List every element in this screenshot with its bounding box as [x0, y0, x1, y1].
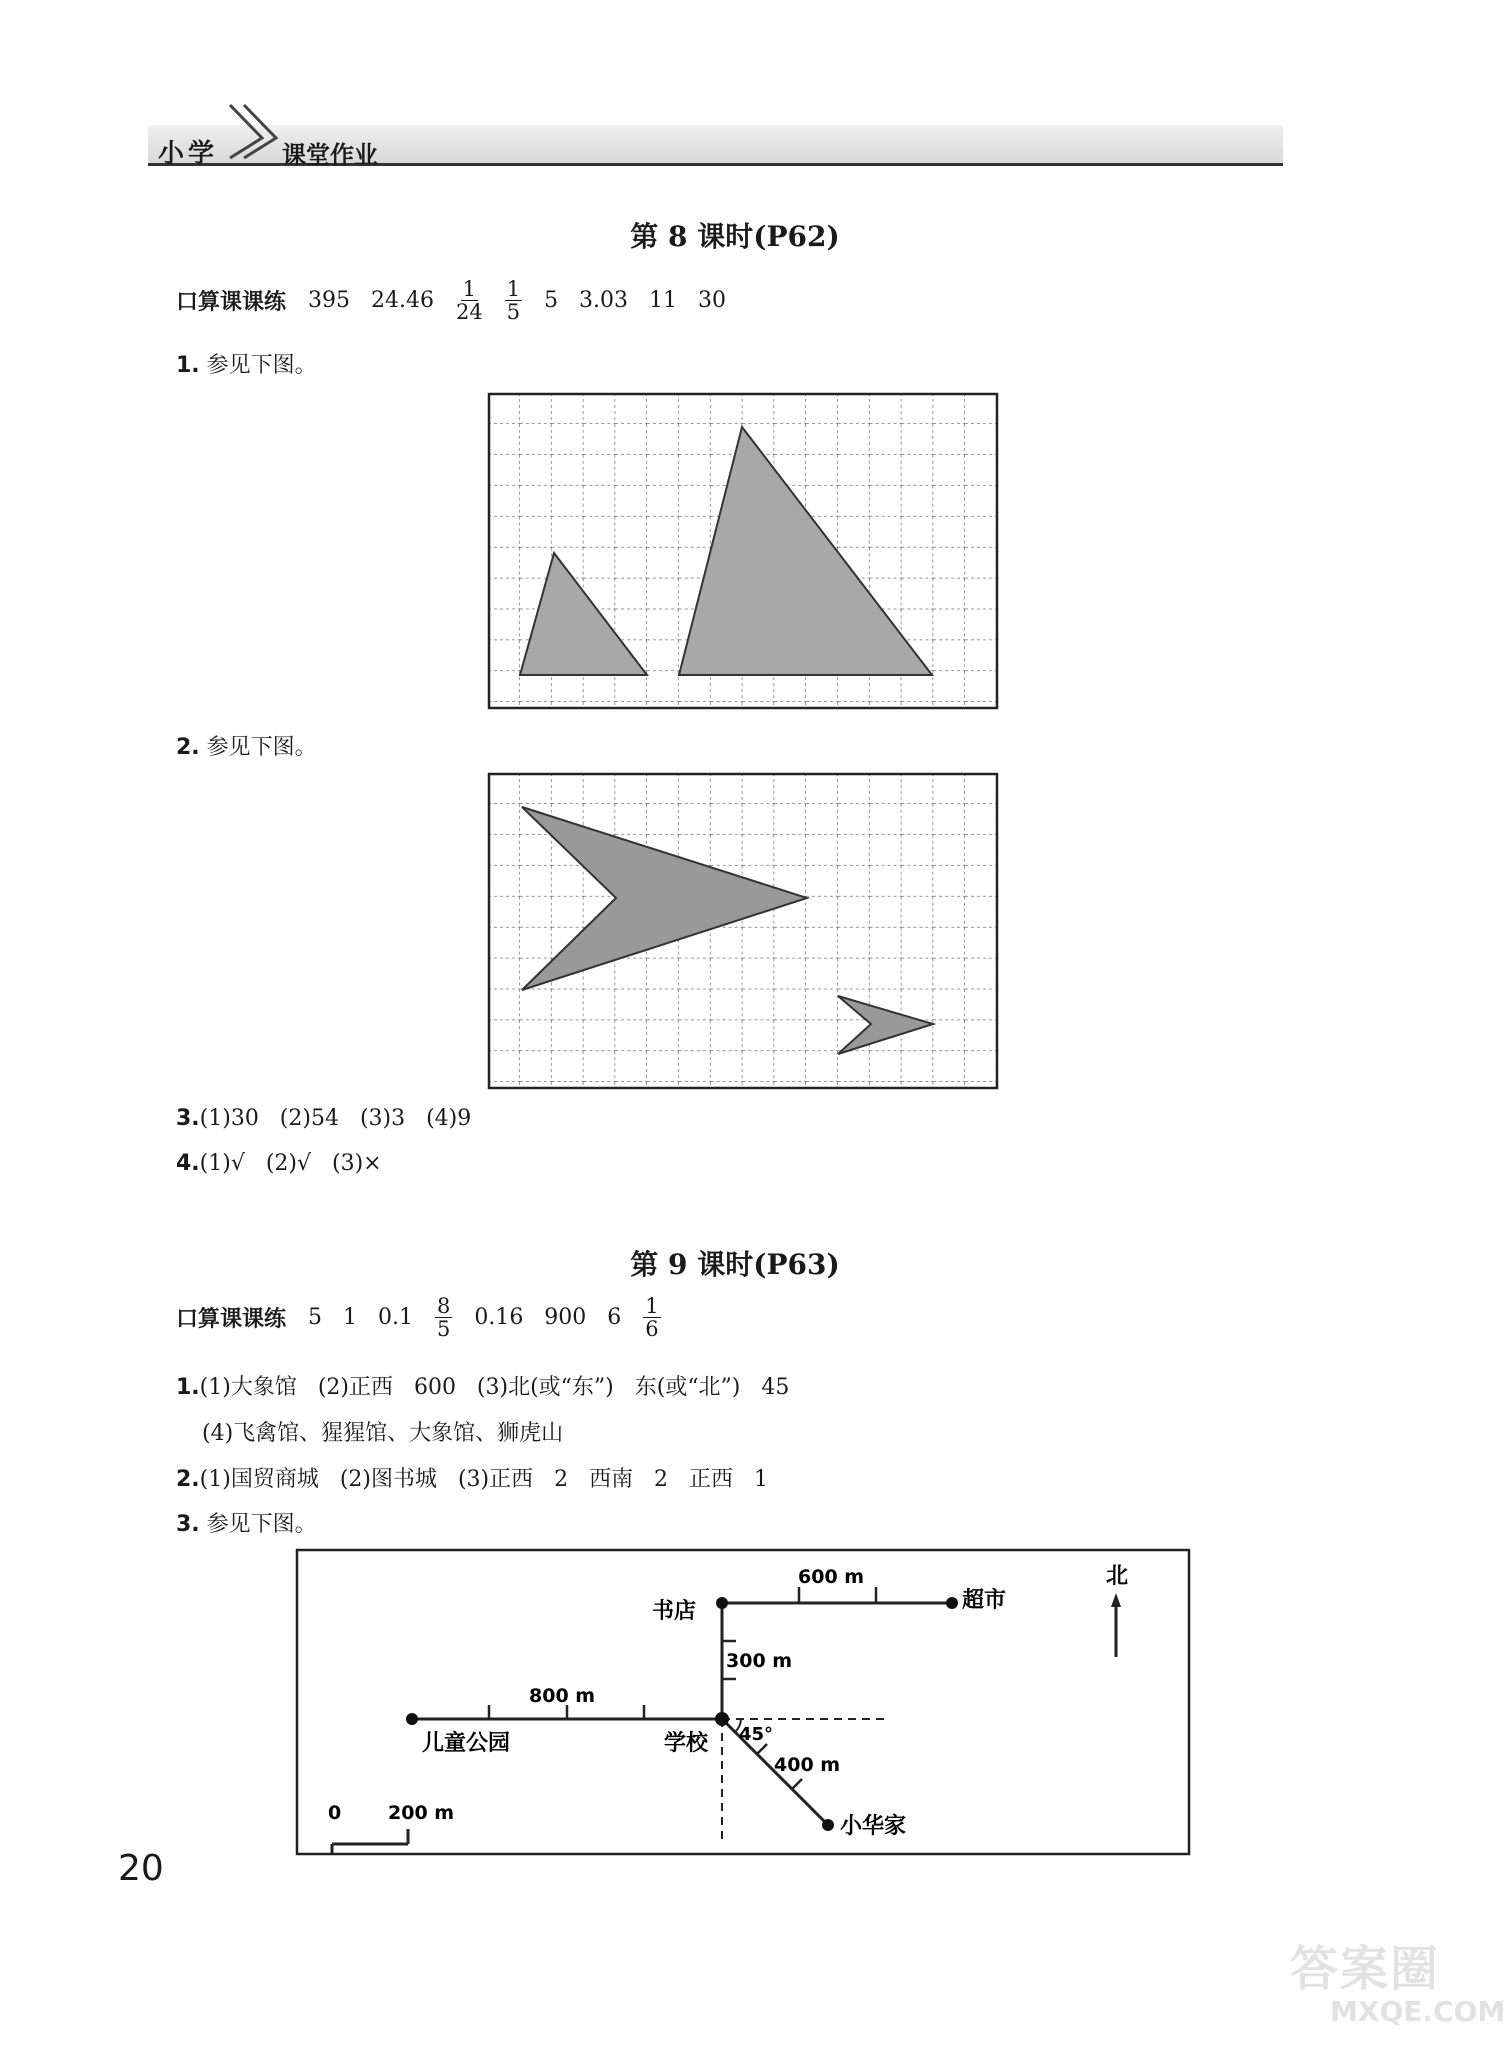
oral-label: 口算课课练 [176, 1307, 287, 1333]
lesson9-q2: 2.(1)国贸商城 (2)图书城 (3)正西 2 西南 2 正西 1 [176, 1467, 769, 1492]
lesson8-q1: 1. 参见下图。 [176, 353, 317, 378]
lesson9-oral-row [176, 1295, 661, 1340]
fraction-1-6: $\frac{1}{6}$ [645, 1294, 659, 1342]
fraction-8-5: $\frac{8}{5}$ [436, 1294, 451, 1342]
label-angle: 45° [739, 1724, 774, 1745]
label-north: 北 [1106, 1564, 1129, 1589]
fraction-1-24: $\frac{1}{24}$ [455, 277, 483, 325]
header-title: 课堂作业 [282, 141, 378, 169]
oral-values-a: 395 24.46 [308, 288, 434, 314]
label-400m: 400 m [774, 1754, 841, 1776]
route-map-figure [296, 1549, 1190, 1855]
page-number: 20 [118, 1848, 164, 1889]
grid-triangles-figure [488, 393, 998, 709]
label-bookstore: 书店 [652, 1599, 697, 1624]
label-800m: 800 m [529, 1685, 596, 1707]
oral-values-b: 0.16 900 6 [474, 1305, 622, 1331]
label-supermarket: 超市 [962, 1588, 1007, 1613]
label-home: 小华家 [840, 1814, 907, 1839]
watermark-url: MXQE.COM [1330, 1995, 1505, 2028]
lesson8-q3: 3.(1)30 (2)54 (3)3 (4)9 [176, 1106, 472, 1131]
watermark-logo: 答案圈 [1290, 1941, 1441, 1997]
lesson8-title: 第 8 课时(P62) [630, 220, 840, 253]
oral-label: 口算课课练 [176, 290, 287, 316]
label-scale-zero: 0 [328, 1802, 342, 1824]
lesson8-oral-row [176, 278, 726, 323]
fraction-1-5: $\frac{1}{5}$ [506, 277, 521, 325]
chevron-icon [222, 100, 282, 160]
label-park: 儿童公园 [422, 1731, 511, 1756]
lesson9-q1-line2: (4)飞禽馆、猩猩馆、大象馆、狮虎山 [202, 1421, 564, 1446]
lesson9-q1: 1.(1)大象馆 (2)正西 600 (3)北(或“东”) 东(或“北”) 45 [176, 1375, 790, 1400]
label-school: 学校 [664, 1731, 709, 1756]
label-scale-200: 200 m [388, 1802, 455, 1824]
lesson9-title: 第 9 课时(P63) [630, 1248, 840, 1281]
grid-arrows-figure [488, 773, 998, 1089]
header-level: 小学 [158, 139, 219, 169]
label-300m: 300 m [726, 1650, 793, 1672]
oral-values-b: 5 3.03 11 30 [544, 288, 726, 314]
lesson9-q3: 3. 参见下图。 [176, 1512, 317, 1537]
lesson8-q2: 2. 参见下图。 [176, 735, 317, 760]
label-600m: 600 m [798, 1566, 865, 1588]
oral-values-a: 5 1 0.1 [308, 1305, 413, 1331]
lesson8-q4: 4.(1)√ (2)√ (3)× [176, 1151, 382, 1176]
